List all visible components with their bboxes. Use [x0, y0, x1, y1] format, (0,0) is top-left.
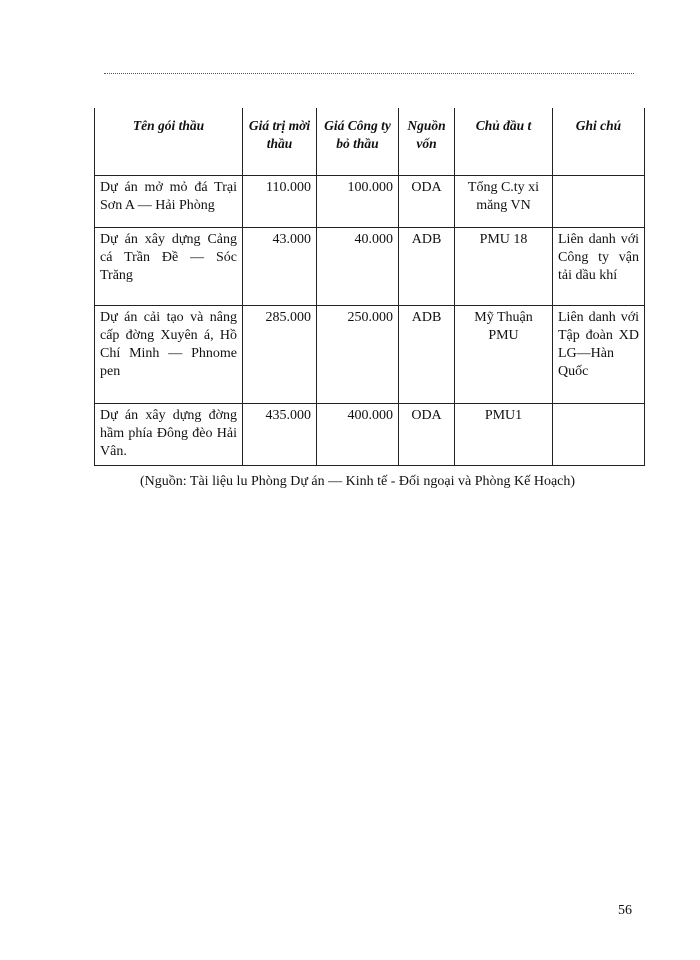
table-row	[95, 176, 645, 228]
header-company-price: Giá Công ty bỏ thầu	[317, 108, 399, 176]
cell-company-price: 400.000	[317, 404, 399, 466]
cell-investor: Mỹ Thuận PMU	[455, 306, 553, 404]
header-funding: Nguồn vốn	[399, 108, 455, 176]
cell-investor: Tổng C.ty xi măng VN	[455, 176, 553, 228]
cell-investor: PMU 18	[455, 228, 553, 306]
page-number: 56	[618, 903, 632, 918]
header-bid-value: Giá trị mời thầu	[243, 108, 317, 176]
cell-name: Dự án cải tạo và nâng cấp đờng Xuyên á, Hồ Chí Minh — Phnome pen	[95, 306, 243, 404]
cell-note: Liên danh với Tập đoàn XD LG—Hàn Quốc	[553, 306, 645, 404]
cell-funding: ODA	[399, 176, 455, 228]
cell-funding: ADB	[399, 228, 455, 306]
table-row	[95, 306, 645, 404]
cell-note	[553, 176, 645, 228]
cell-funding: ADB	[399, 306, 455, 404]
table-row	[95, 228, 645, 306]
cell-company-price: 250.000	[317, 306, 399, 404]
table-row	[95, 404, 645, 466]
cell-bid-value: 435.000	[243, 404, 317, 466]
table-header-row	[95, 108, 645, 176]
cell-bid-value: 110.000	[243, 176, 317, 228]
cell-bid-value: 285.000	[243, 306, 317, 404]
header-name: Tên gói thầu	[95, 108, 243, 176]
cell-name: Dự án mở mỏ đá Trại Sơn A — Hải Phòng	[95, 176, 243, 228]
source-note: (Nguồn: Tài liệu lu Phòng Dự án — Kinh tế - Đối ngoại và Phòng Kế Hoạch)	[140, 474, 576, 489]
header-investor: Chủ đầu t	[455, 108, 553, 176]
cell-bid-value: 43.000	[243, 228, 317, 306]
cell-company-price: 100.000	[317, 176, 399, 228]
cell-company-price: 40.000	[317, 228, 399, 306]
header-dotted-rule	[104, 73, 634, 74]
cell-investor: PMU1	[455, 404, 553, 466]
cell-funding: ODA	[399, 404, 455, 466]
cell-note	[553, 404, 645, 466]
cell-note: Liên danh với Công ty vận tải dầu khí	[553, 228, 645, 306]
header-note: Ghi chú	[553, 108, 645, 176]
cell-name: Dự án xây dựng Cảng cá Trần Đề — Sóc Trăng	[95, 228, 243, 306]
cell-name: Dự án xây dựng đờng hầm phía Đông đèo Hải Vân.	[95, 404, 243, 466]
bid-packages-table	[94, 108, 645, 466]
